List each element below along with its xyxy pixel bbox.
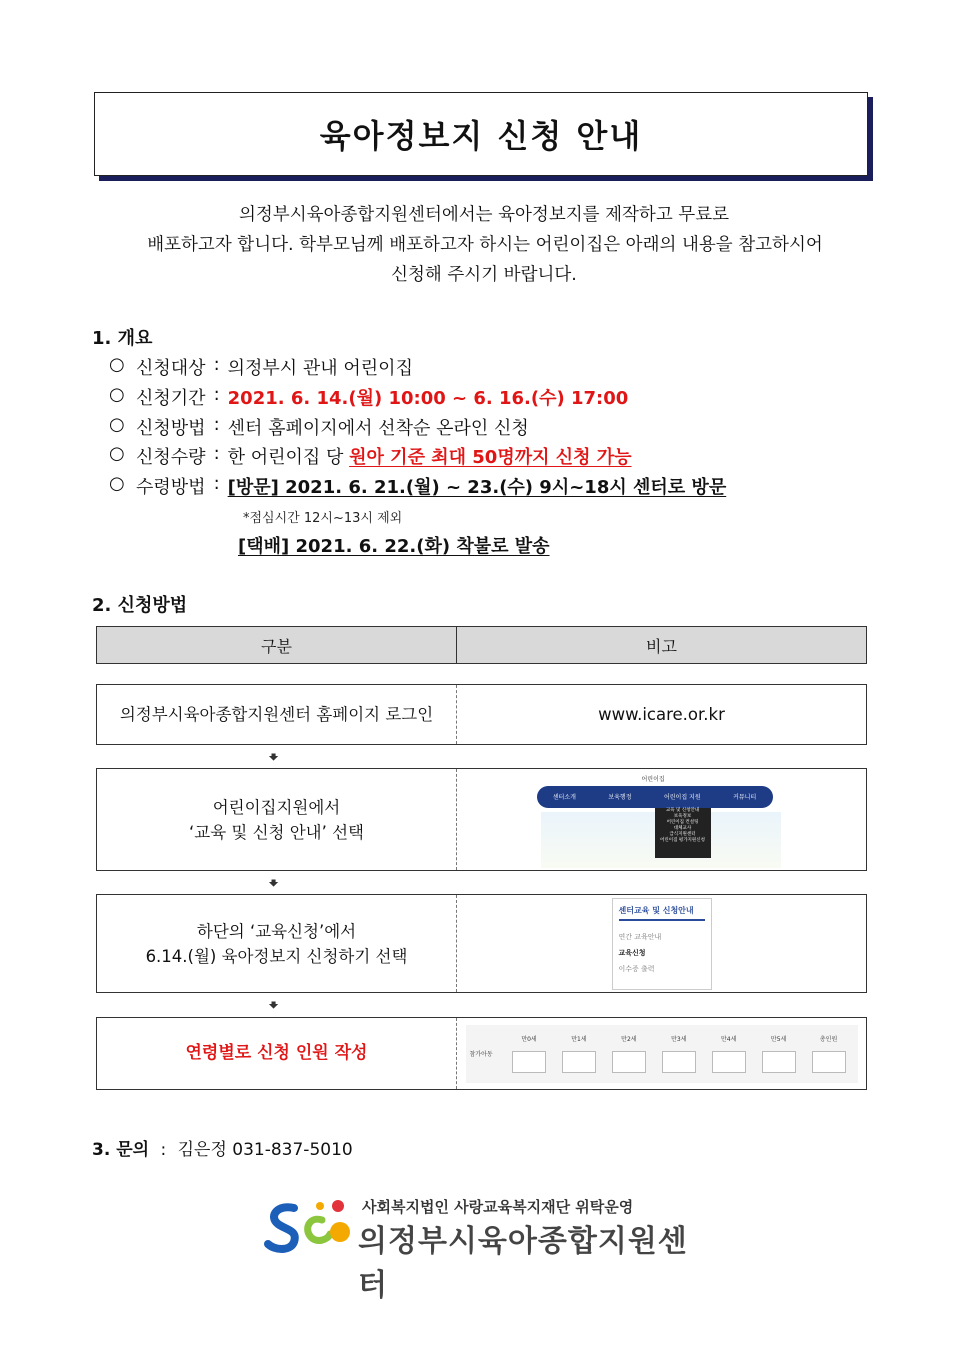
row-colon: : xyxy=(213,384,220,405)
thumb-tab: 센터소개 xyxy=(552,794,576,801)
row-label: 신청방법 xyxy=(136,418,206,439)
thumb-form-col: 만3세 xyxy=(671,1036,687,1043)
header-note: 비고 xyxy=(457,627,867,664)
thumb-tab: 보육행정 xyxy=(608,794,632,801)
thumb-dropdown xyxy=(655,808,711,858)
overview-row-period xyxy=(109,384,628,410)
logo-subtitle: 사회복지법인 사랑교육복지재단 위탁운영 xyxy=(362,1198,634,1216)
row-value: [방문] 2021. 6. 21.(월) ~ 23.(수) 9시~18시 센터로 방문 xyxy=(227,477,727,498)
contact-line xyxy=(92,1135,353,1160)
thumb-form-input xyxy=(512,1051,546,1073)
contact-colon: : xyxy=(160,1140,167,1160)
intro-line-3: 신청해 주시기 바랍니다. xyxy=(391,265,577,285)
step-label: 연령별로 신청 인원 작성 xyxy=(97,1018,457,1089)
nav-screenshot xyxy=(457,769,866,870)
thumb-form-col: 총인원 xyxy=(819,1036,838,1043)
thumb-form-col: 만1세 xyxy=(571,1036,587,1043)
lunch-note: *점심시간 12시~13시 제외 xyxy=(243,511,403,526)
row-label: 신청대상 xyxy=(136,358,206,379)
step-label-line-1: 어린이집지원에서 xyxy=(212,797,341,817)
overview-row-quantity xyxy=(109,443,632,469)
thumb-form-col: 만4세 xyxy=(721,1036,737,1043)
section2-heading: 2. 신청방법 xyxy=(92,595,188,616)
title-box xyxy=(94,92,868,176)
step-label-line-1: 하단의 ‘교육신청’에서 xyxy=(196,921,357,941)
row-value-highlight: 원아 기준 최대 50명까지 신청 가능 xyxy=(349,447,632,468)
header-category: 구분 xyxy=(97,627,457,664)
thumb-menu-item: 어린이집 컨설팅 xyxy=(666,819,699,825)
step-label-line-2: 6.14.(월) 육아정보지 신청하기 선택 xyxy=(145,946,408,966)
step-select-menu xyxy=(96,768,867,871)
homepage-url[interactable]: www.icare.or.kr xyxy=(598,705,725,724)
thumb-menu-item: 어린이집 평가지원신청 xyxy=(660,837,705,843)
delivery-line: [택배] 2021. 6. 22.(화) 착불로 발송 xyxy=(238,536,550,557)
thumb-menu-item: 대체교사 xyxy=(673,825,692,831)
step-label xyxy=(97,769,457,870)
bullet-icon: ○ xyxy=(109,354,125,375)
thumb-tab: 커뮤니티 xyxy=(733,794,757,801)
thumb-menu-title: 센터교육 및 신청안내 xyxy=(619,905,705,921)
thumb-nav-title: 어린이집 xyxy=(641,775,665,783)
down-arrow-icon: 🠻 xyxy=(268,747,280,768)
overview-row-receipt xyxy=(109,473,726,499)
steps-header xyxy=(96,626,867,664)
bullet-icon: ○ xyxy=(109,473,125,494)
thumb-form-col: 만0세 xyxy=(521,1036,537,1043)
step-login xyxy=(96,684,867,745)
thumb-menu-item: 급식지원센터 xyxy=(669,831,696,837)
thumb-menu-item: 연간 교육안내 xyxy=(618,932,662,941)
thumb-menu-item-active: 교육신청 xyxy=(618,948,646,957)
row-colon: : xyxy=(213,414,220,435)
bullet-icon: ○ xyxy=(109,414,125,435)
row-value: 의정부시 관내 어린이집 xyxy=(227,358,413,379)
thumb-menu-item: 교육 및 신청안내 xyxy=(665,807,700,813)
step-fill-count xyxy=(96,1017,867,1090)
thumb-navbar xyxy=(537,786,773,808)
row-colon: : xyxy=(213,443,220,464)
step-apply xyxy=(96,894,867,993)
row-colon: : xyxy=(213,473,220,494)
thumb-form-col: 만5세 xyxy=(770,1036,787,1043)
intro-line-1: 의정부시육아종합지원센터에서는 육아정보지를 제작하고 무료로 xyxy=(238,205,730,225)
thumb-form-input xyxy=(562,1051,596,1073)
thumb-form-input xyxy=(762,1051,796,1073)
row-label: 신청수량 xyxy=(136,447,206,468)
form-screenshot xyxy=(457,1018,866,1089)
thumb-tab: 어린이집 지원 xyxy=(663,794,701,801)
logo-name: 의정부시육아종합지원센터 xyxy=(358,1224,688,1303)
section1-heading: 1. 개요 xyxy=(92,328,153,349)
logo-mark-icon xyxy=(264,1194,360,1258)
down-arrow-icon: 🠻 xyxy=(268,873,280,894)
row-label: 신청기간 xyxy=(136,388,206,409)
menu-screenshot xyxy=(457,895,866,992)
thumb-menu-item: 보육정보 xyxy=(673,813,692,819)
overview-row-method xyxy=(109,414,529,440)
row-label: 수령방법 xyxy=(136,477,206,498)
page-title: 육아정보지 신청 안내 xyxy=(319,117,643,155)
contact-value: 김은정 031-837-5010 xyxy=(177,1140,353,1160)
overview-row-target xyxy=(109,354,413,380)
thumb-form-input xyxy=(812,1051,846,1073)
step-label xyxy=(97,895,457,992)
bullet-icon: ○ xyxy=(109,384,125,405)
row-value-prefix: 한 어린이집 당 xyxy=(227,447,350,468)
thumb-form-row-label: 참가아동 xyxy=(469,1051,493,1058)
row-value: 센터 홈페이지에서 선착순 온라인 신청 xyxy=(227,418,529,439)
intro-line-2: 배포하고자 합니다. 학부모님께 배포하고자 하시는 어린이집은 아래의 내용을 참고하시어 xyxy=(147,235,823,255)
row-colon: : xyxy=(213,354,220,375)
thumb-form-input xyxy=(612,1051,646,1073)
step-label: 의정부시육아종합지원센터 홈페이지 로그인 xyxy=(97,685,457,744)
bullet-icon: ○ xyxy=(109,443,125,464)
thumb-menu-item: 이수증 출력 xyxy=(618,964,655,973)
row-value: 2021. 6. 14.(월) 10:00 ~ 6. 16.(수) 17:00 xyxy=(227,388,629,409)
step-label-line-2: ‘교육 및 신청 안내’ 선택 xyxy=(189,822,364,842)
thumb-form-input xyxy=(662,1051,696,1073)
center-logo xyxy=(264,1194,704,1303)
down-arrow-icon: 🠻 xyxy=(268,995,280,1016)
thumb-form-input xyxy=(712,1051,746,1073)
thumb-form-col: 만2세 xyxy=(621,1036,637,1043)
contact-label: 3. 문의 xyxy=(92,1140,150,1160)
